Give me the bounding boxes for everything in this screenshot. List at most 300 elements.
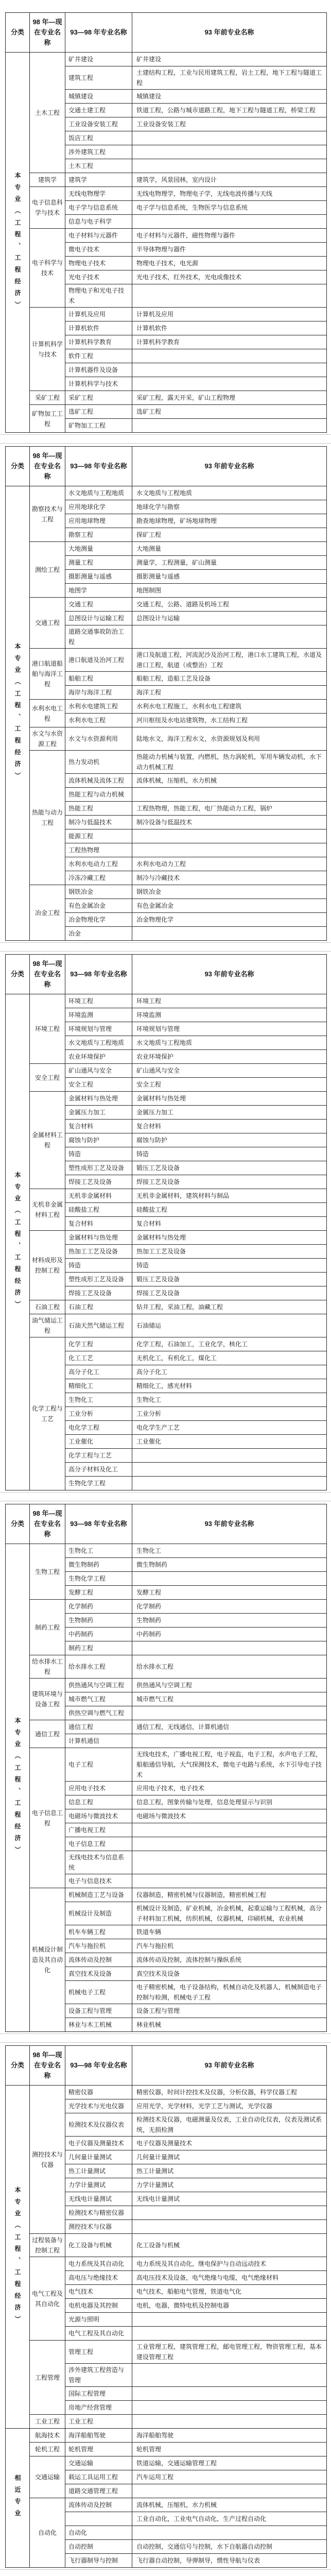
major-93-98-cell: 计算机及应用 — [65, 308, 132, 321]
major-93-98-cell: 化学工程与工艺 — [65, 1449, 132, 1463]
table-row — [6, 1720, 327, 1734]
major-93-98-cell: 精密仪器 — [65, 2086, 132, 2099]
major-pre-93-cell: 检测技术及仪器，电磁测量及仪表，工业自动化仪表，仪表及测试系统，无损检测 — [132, 2113, 327, 2137]
current-major-cell: 金属材料工程 — [30, 1092, 65, 1189]
major-93-98-cell: 土木工程 — [65, 159, 132, 173]
major-pre-93-cell: 真空技术及设备 — [132, 1967, 327, 1981]
major-93-98-cell: 交通工程 — [65, 598, 132, 612]
current-major-cell: 工程管理 — [30, 2341, 65, 2415]
major-mapping-table — [5, 1504, 327, 2032]
major-93-98-cell: 力学计量测试 — [65, 2178, 132, 2192]
table-row — [6, 2498, 327, 2512]
major-93-98-cell: 林业与木工机械 — [65, 2018, 132, 2032]
major-93-98-cell: 饭店工程 — [65, 131, 132, 145]
major-93-98-cell: 轮机管理 — [65, 2443, 132, 2456]
major-93-98-cell: 生物化工 — [65, 1544, 132, 1558]
major-93-98-cell: 有色金属冶金 — [65, 899, 132, 913]
major-93-98-cell: 中药制药 — [65, 1628, 132, 1641]
header-category: 分类 — [6, 13, 30, 53]
major-pre-93-cell: 电化学生产工艺 — [132, 1421, 327, 1435]
major-93-98-cell: 化学工程 — [65, 1337, 132, 1351]
major-pre-93-cell — [132, 215, 327, 229]
table-row — [6, 1655, 327, 1679]
major-pre-93-cell — [132, 2220, 327, 2234]
major-93-98-cell: 硅酸盐工程 — [65, 1203, 132, 1217]
major-93-98-cell: 工业工程 — [65, 2415, 132, 2429]
major-pre-93-cell: 工业催化 — [132, 1435, 327, 1449]
major-93-98-cell: 海岸与海洋工程 — [65, 686, 132, 700]
major-pre-93-cell: 安全工程 — [132, 1078, 327, 1092]
major-pre-93-cell: 锻压工艺及设备 — [132, 1273, 327, 1286]
major-93-98-cell: 海洋船舶驾驶 — [65, 2429, 132, 2443]
major-93-98-cell: 港口航道及治河工程 — [65, 649, 132, 672]
major-93-98-cell: 应用地球化学 — [65, 500, 132, 514]
major-93-98-cell: 国际工程管理 — [65, 2387, 132, 2401]
major-93-98-cell: 高电压与绝缘技术 — [65, 2271, 132, 2285]
major-93-98-cell: 水文与水资源利用 — [65, 727, 132, 751]
table-row — [6, 1544, 327, 1558]
table-row — [6, 2086, 327, 2099]
major-93-98-cell: 环境工程 — [65, 994, 132, 1008]
current-major-cell: 水文与水资源工程 — [30, 727, 65, 751]
major-93-98-cell: 电化学工程 — [65, 1421, 132, 1435]
major-93-98-cell: 石油工程 — [65, 1300, 132, 1314]
major-pre-93-cell: 计算机软件 — [132, 321, 327, 335]
table-row — [6, 391, 327, 405]
major-93-98-cell: 微生物制药 — [65, 1558, 132, 1572]
current-major-cell: 工业工程 — [30, 2415, 65, 2429]
major-pre-93-cell: 金属压力加工 — [132, 1106, 327, 1120]
major-93-98-cell: 发酵工程 — [65, 1586, 132, 1600]
major-93-98-cell: 热能工程与动力机械 — [65, 788, 132, 802]
current-major-cell: 生物工程 — [30, 1544, 65, 1600]
header-pre-93-name: 93 年前专业名称 — [132, 955, 327, 994]
page-break-separator — [0, 434, 331, 444]
major-93-98-cell: 水利水电工程 — [65, 714, 132, 727]
major-93-98-cell: 化工设备与机械 — [65, 2234, 132, 2257]
major-93-98-cell: 电机电器及其控制 — [65, 2299, 132, 2313]
major-93-98-cell: 给水排水工程 — [65, 1655, 132, 1679]
major-pre-93-cell: 摄影测量与遥感 — [132, 570, 327, 584]
major-pre-93-cell: 高分子化工 — [132, 1365, 327, 1379]
major-pre-93-cell: 水文地质与工程地质 — [132, 486, 327, 500]
current-major-cell: 油气储运工程 — [30, 1314, 65, 1337]
major-93-98-cell: 城镇建设 — [65, 90, 132, 104]
header-current-name: 98 年—现在专业名称 — [30, 2046, 65, 2086]
major-pre-93-cell: 港口及航道工程，河流泥沙及治河工程，港口水工建筑工程，水道及港口工程，航道（或整治）工程 — [132, 649, 327, 672]
current-major-cell: 自动化 — [30, 2498, 65, 2568]
major-pre-93-cell: 制冷与冷藏技术 — [132, 871, 327, 885]
table-row — [6, 700, 327, 714]
major-93-98-cell: 水利水电动力工程 — [65, 857, 132, 871]
current-major-cell: 制药工程 — [30, 1600, 65, 1655]
table-row — [6, 751, 327, 774]
major-pre-93-cell — [132, 1572, 327, 1586]
page-break-separator — [0, 942, 331, 952]
major-pre-93-cell — [132, 1706, 327, 1720]
table-row — [6, 308, 327, 321]
major-93-98-cell: 电气工程及其自动化 — [65, 2327, 132, 2341]
header-93-98-name: 93—98 年专业名称 — [65, 13, 132, 53]
category-cell: 本专业（工程、工程经济） — [6, 1544, 30, 2032]
current-major-cell: 测绘工程 — [30, 542, 65, 598]
major-93-98-cell: 水文地质与工程地质 — [65, 1036, 132, 1050]
major-pre-93-cell: 光电子技术，红外技术，光电成像技术 — [132, 270, 327, 284]
major-93-98-cell: 测量工程 — [65, 556, 132, 570]
major-pre-93-cell: 无线电技术，广播电视工程，电子视监，电子工程，水声电子工程，船舶通信导航，大气探测技术，微电子电路与系统，水下引导电子技术 — [132, 1748, 327, 1782]
major-93-98-cell: 供热通风与空调工程 — [65, 1679, 132, 1692]
major-pre-93-cell — [132, 1734, 327, 1748]
major-93-98-cell: 通信工程 — [65, 1720, 132, 1734]
major-93-98-cell: 矿山通风与安全 — [65, 1064, 132, 1078]
major-pre-93-cell: 环境工程 — [132, 994, 327, 1008]
current-major-cell: 安全工程 — [30, 1064, 65, 1092]
major-pre-93-cell: 采矿工程，露天开采，矿山工程物理 — [132, 391, 327, 405]
major-93-98-cell: 电子学与信息系统 — [65, 201, 132, 215]
table-row — [6, 486, 327, 500]
category-cell: 本专业（工程、工程经济） — [6, 486, 30, 941]
major-pre-93-cell — [132, 145, 327, 159]
major-93-98-cell: 热工计量测试 — [65, 2164, 132, 2178]
major-pre-93-cell: 电子精密机械，电子设备结构，机械自动化及机器人，机械制造电子控制与检测，机械电子工程 — [132, 1981, 327, 2004]
table-row — [6, 229, 327, 243]
major-pre-93-cell: 生物化工 — [132, 1544, 327, 1558]
major-93-98-cell: 道路交通管理工程 — [65, 2484, 132, 2498]
major-93-98-cell: 石油天然气储运工程 — [65, 1314, 132, 1337]
major-pre-93-cell: 工程热物理，热能工程，电厂热能动力工程，锅炉 — [132, 802, 327, 816]
major-93-98-cell: 电子与信息技术 — [65, 1874, 132, 1888]
page-break-separator — [0, 2033, 331, 2043]
major-pre-93-cell: 城镇建设 — [132, 90, 327, 104]
major-93-98-cell: 软件工程 — [65, 349, 132, 363]
major-93-98-cell: 环境规划与管理 — [65, 1022, 132, 1036]
major-93-98-cell: 无机非金属材料 — [65, 1189, 132, 1203]
major-93-98-cell: 塑性成形工艺及设备 — [65, 1273, 132, 1286]
current-major-cell: 电子信息科学与技术 — [30, 187, 65, 229]
major-pre-93-cell: 无线电计量测试 — [132, 2192, 327, 2206]
table-row — [6, 187, 327, 201]
major-pre-93-cell — [132, 1823, 327, 1837]
table-row — [6, 1189, 327, 1203]
major-93-98-cell: 腐蚀与防护 — [65, 1133, 132, 1147]
major-pre-93-cell: 环境规划与管理 — [132, 1022, 327, 1036]
major-93-98-cell — [65, 2512, 132, 2526]
major-93-98-cell: 冶金 — [65, 927, 132, 941]
major-pre-93-cell: 土建结构工程，工业与民用建筑工程，岩土工程，地下工程与隧道工程 — [132, 66, 327, 90]
major-pre-93-cell: 选矿工程 — [132, 405, 327, 419]
major-93-98-cell: 水文地质与工程地质 — [65, 486, 132, 500]
major-93-98-cell: 高分子化工 — [65, 1365, 132, 1379]
major-pre-93-cell: 有色金属冶金 — [132, 899, 327, 913]
major-93-98-cell: 涉外建筑工程 — [65, 145, 132, 159]
major-mapping-table — [5, 446, 327, 941]
major-93-98-cell: 制药工程 — [65, 1641, 132, 1655]
major-93-98-cell: 应用电子技术 — [65, 1782, 132, 1795]
major-93-98-cell: 光电子技术 — [65, 270, 132, 284]
major-93-98-cell: 建筑工程 — [65, 66, 132, 90]
table-row — [6, 1064, 327, 1078]
major-pre-93-cell — [132, 829, 327, 843]
major-pre-93-cell: 信息工程，图象传输与处理，信息处理显示与识别 — [132, 1795, 327, 1809]
current-major-cell: 土木工程 — [30, 53, 65, 173]
header-category: 分类 — [6, 955, 30, 994]
major-pre-93-cell: 矿井建设 — [132, 53, 327, 66]
major-pre-93-cell: 探矿工程 — [132, 528, 327, 542]
major-pre-93-cell: 飞行器自动控制，导弹制导，惯性导航与仪表 — [132, 2554, 327, 2568]
major-pre-93-cell: 生物化工 — [132, 1393, 327, 1407]
header-current-name: 98 年—现在专业名称 — [30, 13, 65, 53]
major-93-98-cell: 电力系统及其自动化 — [65, 2257, 132, 2271]
major-93-98-cell: 自动控制 — [65, 2540, 132, 2554]
category-cell: 本专业（工程、工程经济） — [6, 2086, 30, 2429]
major-93-98-cell: 电子信息工程 — [65, 1837, 132, 1851]
major-93-98-cell: 生物化学工程 — [65, 1477, 132, 1490]
major-pre-93-cell: 海洋工程 — [132, 686, 327, 700]
major-pre-93-cell: 电子材料与元器件，磁性物理与器件 — [132, 229, 327, 243]
major-93-98-cell: 矿井建设 — [65, 53, 132, 66]
major-pre-93-cell: 焊接工艺及设备 — [132, 1286, 327, 1300]
major-pre-93-cell: 应用光学，光学材料，光学工艺与测试，光学仪器 — [132, 2099, 327, 2113]
major-pre-93-cell: 城市燃气工程 — [132, 1692, 327, 1706]
major-pre-93-cell: 化学制药 — [132, 1600, 327, 1614]
current-major-cell: 轮机工程 — [30, 2443, 65, 2456]
major-pre-93-cell: 电力系统及其自动化，继电保护与自动远动技术 — [132, 2257, 327, 2271]
major-pre-93-cell: 腐蚀与防护 — [132, 1133, 327, 1147]
table-row — [6, 1600, 327, 1614]
current-major-cell: 冶金工程 — [30, 885, 65, 941]
major-pre-93-cell: 大地测量 — [132, 542, 327, 556]
major-pre-93-cell: 通信工程，无线通信，计算机通信 — [132, 1720, 327, 1734]
major-pre-93-cell: 水利水电工程施工，水利水电工程建筑 — [132, 700, 327, 714]
major-pre-93-cell — [132, 2526, 327, 2540]
major-pre-93-cell: 供热通风与空调工程 — [132, 1679, 327, 1692]
major-93-98-cell: 矿物加工工程 — [65, 419, 132, 433]
table-row — [6, 2456, 327, 2470]
major-pre-93-cell — [132, 843, 327, 857]
major-93-98-cell: 冷冻冷藏工程 — [65, 871, 132, 885]
major-pre-93-cell: 流体机械，压缩机，水力机械 — [132, 2498, 327, 2512]
category-cell: 本专业（工程、工程经济） — [6, 53, 30, 433]
major-pre-93-cell — [132, 1641, 327, 1655]
major-pre-93-cell: 钢铁冶金 — [132, 885, 327, 899]
major-93-98-cell: 化工工艺 — [65, 1351, 132, 1365]
major-93-98-cell: 交通运输 — [65, 2456, 132, 2470]
major-pre-93-cell — [132, 2415, 327, 2429]
current-major-cell: 热能与动力工程 — [30, 751, 65, 885]
major-93-98-cell: 计算机科学与技术 — [65, 377, 132, 391]
major-93-98-cell: 农业环境保护 — [65, 1050, 132, 1064]
major-pre-93-cell: 铁道工程，公路与城市道路工程，地下工程与隧道工程，桥梁工程 — [132, 104, 327, 117]
major-93-98-cell: 机械设计及制造 — [65, 1902, 132, 1925]
major-93-98-cell: 生物化学工程 — [65, 1572, 132, 1586]
current-major-cell: 电子信息工程 — [30, 1748, 65, 1888]
major-pre-93-cell: 焊接工艺及设备 — [132, 1175, 327, 1189]
major-93-98-cell: 光源与照明 — [65, 2313, 132, 2327]
major-pre-93-cell — [132, 349, 327, 363]
major-pre-93-cell: 水文地质与工程地质 — [132, 1036, 327, 1050]
major-pre-93-cell: 水利水电动力工程 — [132, 857, 327, 871]
major-mapping-table — [5, 12, 327, 433]
major-pre-93-cell: 发酵工程 — [132, 1586, 327, 1600]
major-pre-93-cell: 机械设计及制造，矿业机械，冶金机械，起重运输与工程机械，高分子材料加工机械，纺织机械，仪器机械，印刷机械，农业机械 — [132, 1902, 327, 1925]
major-pre-93-cell — [132, 2327, 327, 2341]
major-pre-93-cell: 热加工工艺及设备 — [132, 1245, 327, 1259]
major-pre-93-cell: 中药制药 — [132, 1628, 327, 1641]
major-93-98-cell: 冶金物理化学 — [65, 913, 132, 927]
major-93-98-cell: 物理电子技术 — [65, 257, 132, 270]
major-93-98-cell: 大地测量 — [65, 542, 132, 556]
major-pre-93-cell: 总图设计与运输 — [132, 612, 327, 625]
major-93-98-cell: 钢铁冶金 — [65, 885, 132, 899]
major-pre-93-cell: 无机化工，有机化工，煤化工 — [132, 1351, 327, 1365]
major-93-98-cell: 电子材料与元器件 — [65, 229, 132, 243]
table-row — [6, 1314, 327, 1337]
header-pre-93-name: 93 年前专业名称 — [132, 13, 327, 53]
major-pre-93-cell: 勘查地球物理，矿场地球物理 — [132, 514, 327, 528]
major-93-98-cell: 微电子技术 — [65, 243, 132, 257]
major-93-98-cell: 涉外建筑工程营造与管理 — [65, 2364, 132, 2387]
major-pre-93-cell: 建筑学，风景园林，室内设计 — [132, 173, 327, 187]
major-pre-93-cell — [132, 363, 327, 377]
table-row — [6, 1092, 327, 1106]
major-93-98-cell: 工业催化 — [65, 1435, 132, 1449]
major-pre-93-cell: 复合材料 — [132, 1217, 327, 1231]
major-93-98-cell: 机械电子工程 — [65, 1981, 132, 2004]
header-93-98-name: 93—98 年专业名称 — [65, 1504, 132, 1544]
current-major-cell: 建筑学 — [30, 173, 65, 187]
major-pre-93-cell — [132, 927, 327, 941]
major-93-98-cell: 工程热物理 — [65, 843, 132, 857]
current-major-cell: 电气工程及其自动化 — [30, 2257, 65, 2341]
current-major-cell: 计算机科学与技术 — [30, 308, 65, 391]
major-93-98-cell: 热能工程 — [65, 802, 132, 816]
major-93-98-cell: 选矿工程 — [65, 405, 132, 419]
major-pre-93-cell: 制冷设备与低温技术 — [132, 816, 327, 829]
major-93-98-cell: 检测技术与精密仪器 — [65, 2206, 132, 2220]
major-pre-93-cell — [132, 284, 327, 308]
header-current-name: 98 年—现在专业名称 — [30, 1504, 65, 1544]
major-93-98-cell: 流体机械及流体工程 — [65, 774, 132, 788]
table-row — [6, 1337, 327, 1351]
major-93-98-cell: 精细化工 — [65, 1379, 132, 1393]
major-93-98-cell: 工业设备安装工程 — [65, 117, 132, 131]
major-93-98-cell: 流体传动及控制 — [65, 2498, 132, 2512]
current-major-cell: 材料成形及控制工程 — [30, 1231, 65, 1300]
major-pre-93-cell: 金属材料与热处理 — [132, 1231, 327, 1245]
major-pre-93-cell: 汽车运用工程 — [132, 2470, 327, 2484]
major-pre-93-cell: 生物制药 — [132, 1614, 327, 1628]
current-major-cell: 测控技术与仪器 — [30, 2086, 65, 2234]
table-row — [6, 2341, 327, 2364]
table-row — [6, 727, 327, 751]
major-pre-93-cell — [132, 2206, 327, 2220]
major-pre-93-cell: 热工计量测试 — [132, 2164, 327, 2178]
current-major-cell: 给水排水工程 — [30, 1655, 65, 1679]
table-row — [6, 1888, 327, 1902]
major-pre-93-cell: 工业分析 — [132, 1407, 327, 1421]
major-pre-93-cell — [132, 419, 327, 433]
current-major-cell: 机械设计制造及其自动化 — [30, 1888, 65, 2032]
major-pre-93-cell: 应用电子技术，电子技术 — [132, 1782, 327, 1795]
major-93-98-cell: 船舶工程 — [65, 672, 132, 686]
major-pre-93-cell: 河川枢纽及水电站建筑物，水工结构工程 — [132, 714, 327, 727]
table-row — [6, 1748, 327, 1782]
major-pre-93-cell — [132, 1477, 327, 1490]
major-pre-93-cell: 海洋船舶驾驶 — [132, 2429, 327, 2443]
major-93-98-cell: 铸造 — [65, 1147, 132, 1161]
major-pre-93-cell — [132, 131, 327, 145]
major-pre-93-cell: 工业管理工程，建筑管理工程，邮电管理工程，物资管理工程，基本建设管理工程 — [132, 2341, 327, 2364]
major-93-98-cell: 管理工程 — [65, 2341, 132, 2364]
major-93-98-cell: 真空技术及设备 — [65, 1967, 132, 1981]
major-93-98-cell: 电子工程 — [65, 1748, 132, 1782]
table-row — [6, 173, 327, 187]
major-93-98-cell: 总图设计与运输工程 — [65, 612, 132, 625]
major-pre-93-cell — [132, 1851, 327, 1874]
major-93-98-cell: 制冷与低温技术 — [65, 816, 132, 829]
tables-container — [5, 12, 326, 2576]
major-mapping-table — [5, 2045, 327, 2568]
major-pre-93-cell — [132, 1463, 327, 1477]
major-pre-93-cell — [132, 377, 327, 391]
major-pre-93-cell: 电子学与信息系统，生物医学与信息系统 — [132, 201, 327, 215]
major-93-98-cell: 摄影测量与遥感 — [65, 570, 132, 584]
major-93-98-cell: 检测技术及仪器仪表 — [65, 2113, 132, 2137]
major-93-98-cell: 测控技术与仪器 — [65, 2220, 132, 2234]
header-category: 分类 — [6, 2046, 30, 2086]
major-93-98-cell: 铸造 — [65, 1259, 132, 1273]
major-93-98-cell: 城市燃气工程 — [65, 1692, 132, 1706]
major-93-98-cell: 广播电视工程 — [65, 1823, 132, 1837]
major-93-98-cell: 汽车与拖拉机 — [65, 1939, 132, 1953]
major-pre-93-cell: 环境监测 — [132, 1008, 327, 1022]
major-93-98-cell: 设备工程与管理 — [65, 2004, 132, 2018]
major-pre-93-cell — [132, 788, 327, 802]
major-93-98-cell: 机械制造工艺与设备 — [65, 1888, 132, 1902]
major-pre-93-cell: 计算机科学教育 — [132, 335, 327, 349]
page-break-separator — [0, 2569, 331, 2576]
current-major-cell: 采矿工程 — [30, 391, 65, 405]
major-93-98-cell: 光学技术与光电仪器 — [65, 2099, 132, 2113]
major-pre-93-cell: 船舶工程，造船工艺及设备 — [132, 672, 327, 686]
major-93-98-cell: 电气技术 — [65, 2285, 132, 2299]
major-93-98-cell: 应用地球物理 — [65, 514, 132, 528]
current-major-cell: 环境工程 — [30, 994, 65, 1064]
major-pre-93-cell: 给水排水工程 — [132, 1655, 327, 1679]
table-row — [6, 2257, 327, 2271]
major-pre-93-cell: 矿山通风与安全 — [132, 1064, 327, 1078]
header-pre-93-name: 93 年前专业名称 — [132, 1504, 327, 1544]
category-cell: 相近专业 — [6, 2429, 30, 2568]
major-93-98-cell: 金属压力加工 — [65, 1106, 132, 1120]
current-major-cell: 通信工程 — [30, 1720, 65, 1748]
major-pre-93-cell: 无机非金属材料，建筑材料与制品 — [132, 1189, 327, 1203]
major-pre-93-cell: 石油储运 — [132, 1314, 327, 1337]
major-93-98-cell: 焊接工艺及设备 — [65, 1175, 132, 1189]
major-93-98-cell: 供热空调与燃气工程 — [65, 1706, 132, 1720]
major-93-98-cell: 自动化 — [65, 2526, 132, 2540]
major-pre-93-cell: 复合材料 — [132, 1120, 327, 1133]
header-93-98-name: 93—98 年专业名称 — [65, 2046, 132, 2086]
major-93-98-cell: 化学制药 — [65, 1600, 132, 1614]
major-pre-93-cell: 仪器制造，精密机械与仪器制造，精密机械工程 — [132, 1888, 327, 1902]
major-pre-93-cell: 半导体物理与器件 — [132, 243, 327, 257]
major-pre-93-cell: 力学计量测试 — [132, 2178, 327, 2192]
current-major-cell: 水利水电工程 — [30, 700, 65, 727]
major-93-98-cell: 计算机通信 — [65, 1734, 132, 1748]
major-pre-93-cell: 电机，电器，微特电机及控制电器 — [132, 2299, 327, 2313]
major-93-98-cell: 环境监测 — [65, 1008, 132, 1022]
